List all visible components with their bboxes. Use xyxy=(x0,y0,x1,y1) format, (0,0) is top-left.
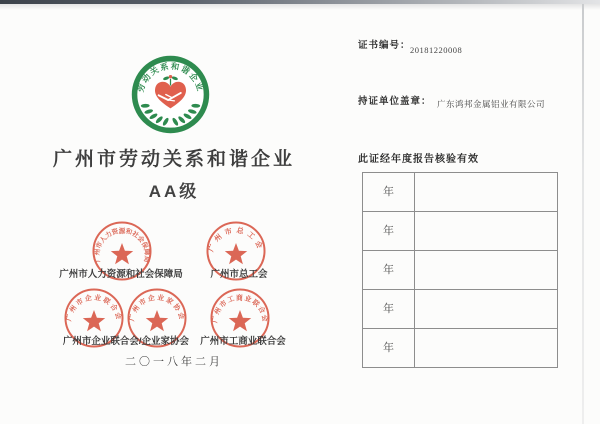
page-fold-line xyxy=(582,4,584,424)
svg-text:广州市人力资源和社会保障局: 广州市人力资源和社会保障局 xyxy=(93,227,151,263)
year-cell: 年 xyxy=(363,251,415,289)
table-row xyxy=(363,212,557,251)
verification-blank-cell xyxy=(415,251,557,289)
verification-blank-cell xyxy=(415,290,557,328)
svg-text:广州市企业家协会: 广州市企业家协会 xyxy=(128,294,186,322)
cert-number-label: 证书编号： xyxy=(358,40,411,51)
table-row xyxy=(363,251,557,290)
year-cell: 年 xyxy=(363,329,415,367)
seal-caption-hr-bureau: 广州市人力资源和社会保障局 xyxy=(59,269,183,280)
harmony-enterprise-emblem-icon xyxy=(131,55,210,134)
verification-blank-cell xyxy=(415,329,557,367)
seal-caption-enterprise-confederation: 广州市企业联合会/企业家协会 xyxy=(62,336,190,347)
seal-caption-trade-unions: 广州市总工会 xyxy=(210,269,268,280)
holder-seal-label: 持证单位盖章： xyxy=(358,96,432,107)
svg-text:劳动关系和谐企业: 劳动关系和谐企业 xyxy=(135,60,206,94)
issue-date: 二〇一八年二月 xyxy=(125,356,223,368)
svg-text:广州市总工会: 广州市总工会 xyxy=(207,226,265,253)
year-cell: 年 xyxy=(363,173,415,211)
verification-blank-cell xyxy=(415,212,557,250)
year-cell: 年 xyxy=(363,212,415,250)
table-row xyxy=(363,290,557,329)
annual-verification-heading: 此证经年度报告核验有效 xyxy=(358,154,479,165)
table-row xyxy=(363,329,557,367)
seal-caption-industry-commerce: 广州市工商业联合会 xyxy=(200,336,286,347)
cert-number-value: 20181220008 xyxy=(410,45,463,55)
verification-blank-cell xyxy=(415,173,557,211)
certificate-title: 广州市劳动关系和谐企业 xyxy=(52,149,295,170)
table-row xyxy=(363,173,557,212)
year-cell: 年 xyxy=(363,290,415,328)
svg-text:广州市工商业联合会: 广州市工商业联合会 xyxy=(211,294,269,324)
certificate-grade: AA级 xyxy=(148,182,200,201)
annual-verification-table xyxy=(362,172,558,368)
scan-top-shadow xyxy=(0,4,600,10)
holder-company-name: 广东鸿邦金属铝业有限公司 xyxy=(437,99,546,109)
svg-text:广州市企业联合会: 广州市企业联合会 xyxy=(65,294,123,322)
